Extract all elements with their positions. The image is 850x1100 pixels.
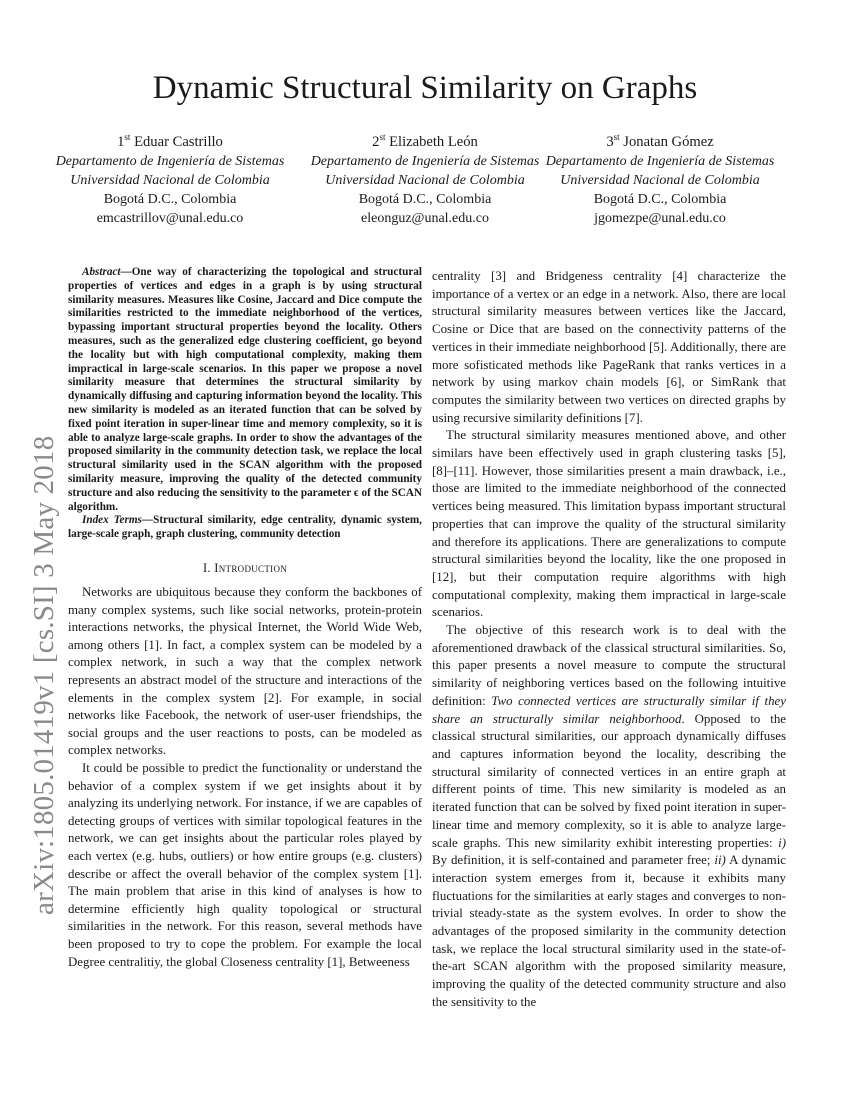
abstract-text: —One way of characterizing the topological and structural properties of vertices and edges in a graph is by using structural similarity measures. Measures like Cosine, Jaccard and Dice compute the similarities restricted to the immediate neighborhood of the vertices, bypassing important structural properties beyond the locality. Others measures, such as the generalized edge clustering coefficient, go beyond the locality but with high computational complexity, making them impractical in large-scale scenarios. In this paper we propose a novel similarity measure that determines the structural similarity by dynamically diffusing and capturing information beyond the locality. This new similarity is modeled as an iterated function that can be solved by fixed point iteration in super-linear time and memory complexity, so it is able to analyze large-scale graphs. In order to show the advantages of the proposed similarity in the community detection task, we replace the local structural similarity used in the SCAN algorithm with the proposed similarity measure, improving the quality of the detected community structure and also reducing the sensitivity to the parameter ϵ of the SCAN algorithm. bbox=[68, 266, 422, 513]
index-terms bbox=[68, 514, 422, 542]
author-email: jgomezpe@unal.edu.co bbox=[594, 210, 726, 226]
author-university: Universidad Nacional de Colombia bbox=[560, 172, 760, 188]
author-city: Bogotá D.C., Colombia bbox=[358, 191, 492, 207]
author-block-3 bbox=[535, 128, 785, 228]
index-terms-text: —Structural similarity, edge centrality, dynamic system, large-scale graph, graph clustering, community detection bbox=[68, 514, 422, 541]
author-university: Universidad Nacional de Colombia bbox=[325, 172, 525, 188]
author-name: 1st Eduar Castrillo bbox=[117, 132, 223, 150]
abstract bbox=[68, 266, 422, 514]
section-heading: I. Introduction bbox=[202, 560, 288, 575]
paragraph: Networks are ubiquitous because they conform the backbones of many complex systems, such like social networks, protein-protein interactions networks, the physical Internet, the World Wide Web, among others [1]. In fact, a complex system can be modeled by a complex network, in such a way that the complex network represents an abstract model of the structure and interactions of the elements in the complex system [2]. For example, in social networks like Facebook, the network of user-user friendships, the social groups and the user reactions to posts, can be modeled as complex networks. bbox=[68, 585, 422, 758]
author-department: Departamento de Ingeniería de Sistemas bbox=[310, 153, 540, 169]
author-department: Departamento de Ingeniería de Sistemas bbox=[545, 153, 775, 169]
author-university: Universidad Nacional de Colombia bbox=[70, 172, 270, 188]
author-city: Bogotá D.C., Colombia bbox=[103, 191, 237, 207]
author-block-1 bbox=[45, 128, 295, 228]
right-column bbox=[432, 268, 786, 1012]
left-column bbox=[68, 266, 422, 971]
author-email: emcastrillov@unal.edu.co bbox=[96, 210, 244, 226]
author-name: 3st Jonatan Gómez bbox=[606, 132, 714, 150]
paragraph: The structural similarity measures mentioned above, and other similars have been effectively used in graph clustering tasks [5], [8]–[11]. However, those similarities present a main drawback, i.e., those are limited to the immediate neighborhood of the connected vertices being measured. This limitation bypass important structural properties that can improve the quality of the structural similarity and therefore its applications. There are generalizations to compute structural similarities beyond the locality, like the one proposed in [12], but their computation require algorithms with high computational complexity, making them impractical in large-scale scenarios. bbox=[432, 428, 786, 620]
abstract-label: Abstract bbox=[82, 266, 121, 278]
author-email: eleonguz@unal.edu.co bbox=[361, 210, 489, 226]
author-block-2 bbox=[300, 128, 550, 228]
author-department: Departamento de Ingeniería de Sistemas bbox=[55, 153, 285, 169]
paragraph: centrality [3] and Bridgeness centrality [4] characterize the importance of a vertex or an edge in a network. Also, there are local structural similarity measures between vertices like the Jaccard, Cosine or Dice that are based on the connectivity patterns of the vertices in their immediate neighborhood [5]. Additionally, there are more sofisticated methods like PageRank that ranks vertices in a network by using markov chain models [6], or SimRank that computes the similarity between two vertices on directed graphs by using recursive similarity definitions [7]. bbox=[432, 269, 786, 425]
index-terms-label: Index Terms bbox=[82, 514, 142, 527]
arxiv-stamp: arXiv:1805.01419v1 [cs.SI] 3 May 2018 bbox=[28, 435, 60, 915]
paragraph: The objective of this research work is to deal with the aforementioned drawback of the classical structural similarities. So, this paper presents a novel measure to compute the structural similarity of neighboring vertices based on the following intuitive definition: Two connected vertices are structurally similar if they share an structurally similar neighborhood. Opposed to the classical structural similarities, our approach dynamically diffuses and captures information beyond the locality, describing the structural similarity of connected vertices in an entire graph at different points of time. This new similarity is modeled as an iterated function that can be solved by fixed point iteration in super-linear time and memory complexity, so it is able to analyze large-scale graphs. This new similarity exhibit interesting properties: i) By definition, it is self-contained and parameter free; ii) A dynamic interaction system emerges from it, because it exhibits many fluctuations for the similarities at early stages and converges to non-trivial steady-state as the system evolves. In order to show the advantages of the proposed similarity in the community detection task, we replace the local structural similarity used in the state-of-the-art SCAN algorithm with the proposed similarity measure, improving the quality of the detected community structure and also the sensitivity to the bbox=[432, 623, 786, 1009]
paragraph: It could be possible to predict the functionality or understand the behavior of a complex system if we get insights about it by analyzing its underlying network. For instance, if we are capables of detecting groups of vertices with similar topological features in the network, we can get insights about the particular roles played by each vertex (e.g. hubs, outliers) or how entire groups (e.g. clusters) describe or affect the overall behavior of the complex system [1]. The main problem that arise in this kind of analyses is how to determine efficiently high quality topological or structural similarities in the network. For this reason, several methods have been proposed to try to cope the problem. For example the local Degree centralitiy, the global Closeness centrality [1], Betweeness bbox=[68, 760, 422, 969]
paper-title: Dynamic Structural Similarity on Graphs bbox=[152, 70, 698, 106]
author-city: Bogotá D.C., Colombia bbox=[593, 191, 727, 207]
author-name: 2st Elizabeth León bbox=[372, 132, 478, 150]
definition-text: Two connected vertices are structurally similar if they share an structurally similar neighborhood bbox=[432, 693, 786, 726]
